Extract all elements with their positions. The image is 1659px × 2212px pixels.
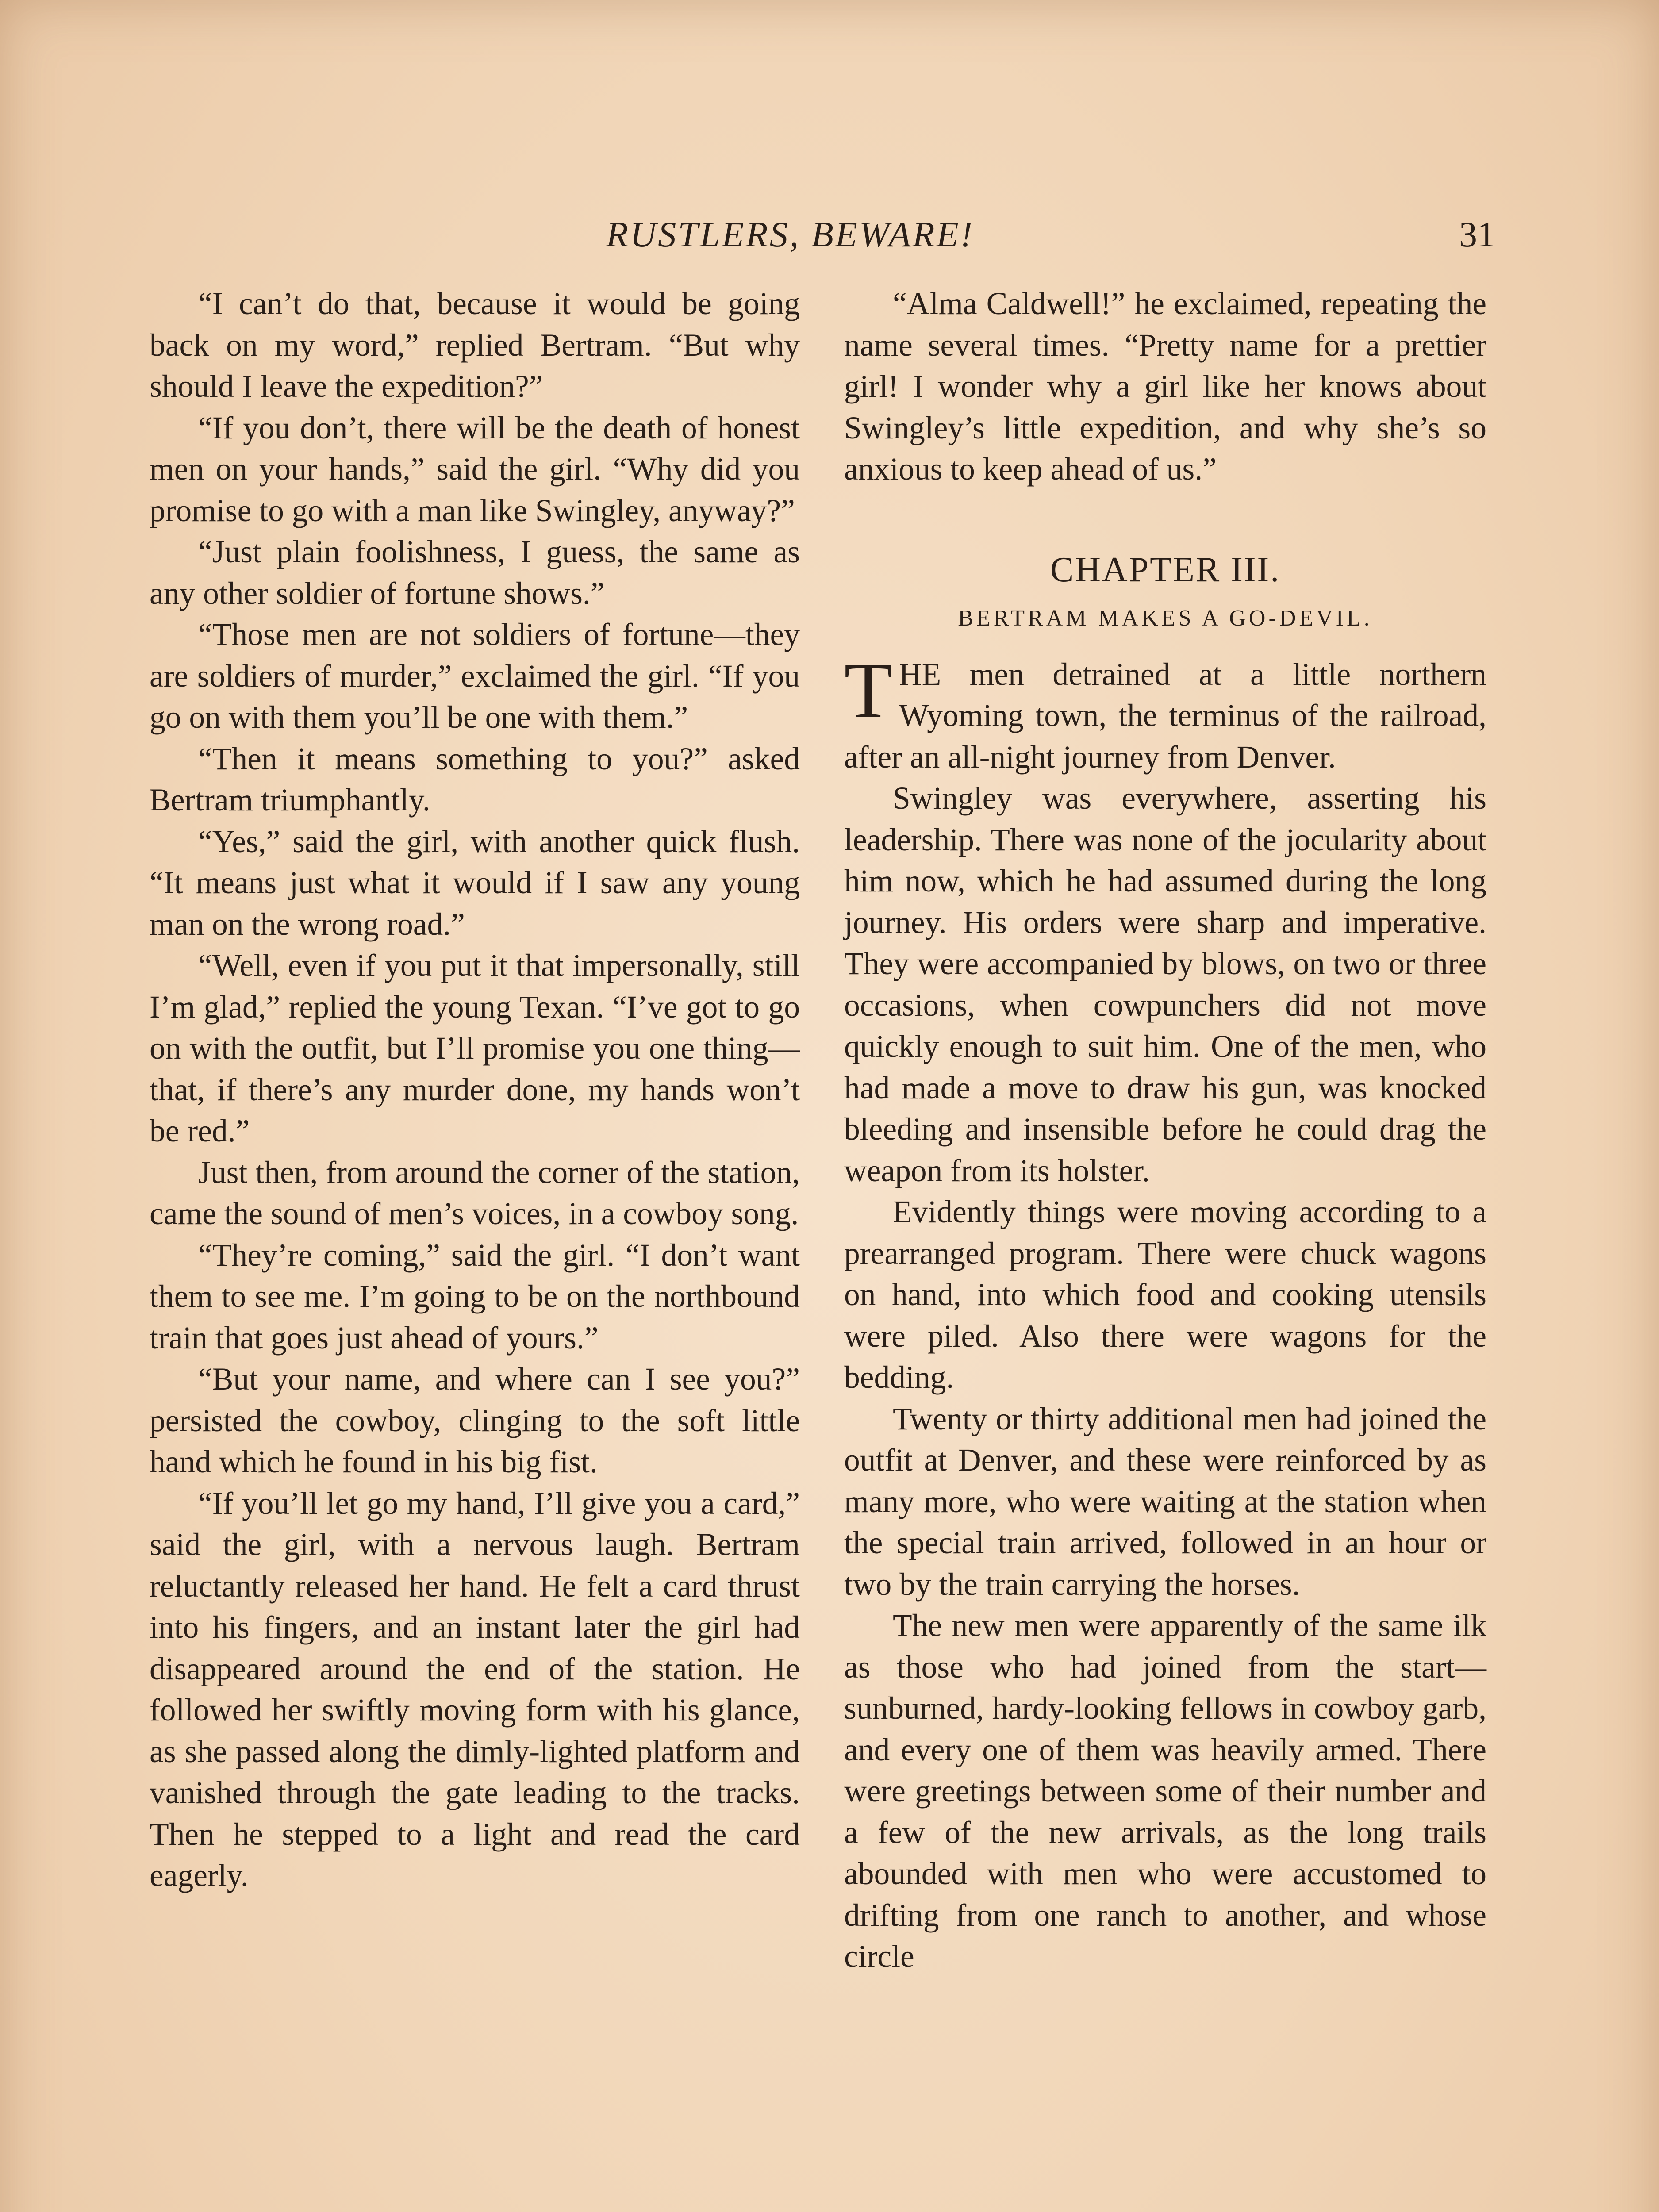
- paragraph: The new men were apparently of the same ilk as those who had joined from the start—sunburned, hardy-looking fellows in cowboy garb, and every one of them was heavily armed. There were greetings between some of their number and a few of the new arrivals, as the long trails abounded with men who were accustomed to drifting from one ranch to another, and whose circle: [844, 1608, 1486, 1974]
- page-header: [442, 208, 1495, 261]
- paragraph: Twenty or thirty additional men had joined the outfit at Denver, and these were reinforced by as many more, who were waiting at the station when the special train arrived, followed in an hour or two by the train carrying the horses.: [844, 1401, 1486, 1602]
- paragraph: “They’re coming,” said the girl. “I don’t want them to see me. I’m going to be on the northbound train that goes just ahead of yours.”: [150, 1237, 800, 1356]
- paragraph: “If you’ll let go my hand, I’ll give you a card,” said the girl, with a nervous laugh. Bertram reluctantly released her hand. He felt a card thrust into his fingers, and an instant later the girl had disappeared around the end of the station. He followed her swiftly moving form with his glance, as she passed along the dimly-lighted platform and vanished through the gate leading to the tracks. Then he stepped to a light and read the card eagerly.: [150, 1486, 800, 1893]
- paragraph: “Alma Caldwell!” he exclaimed, repeating the name several times. “Pretty name for a prettier girl! I wonder why a girl like her knows about Swingley’s little expedition, and why she’s so anxious to keep ahead of us.”: [844, 286, 1486, 487]
- paragraph: Evidently things were moving according to a prearranged program. There were chuck wagons on hand, into which food and cooking utensils were piled. Also there were wagons for the bedding.: [844, 1194, 1486, 1395]
- paragraph: “If you don’t, there will be the death of honest men on your hands,” said the girl. “Why did you promise to go with a man like Swingley, anyway?”: [150, 410, 800, 528]
- paragraph: “I can’t do that, because it would be going back on my word,” replied Bertram. “But why should I leave the expedition?”: [150, 286, 800, 404]
- paragraph: “Yes,” said the girl, with another quick flush. “It means just what it would if I saw any young man on the wrong road.”: [150, 824, 800, 942]
- opening-text: HE men detrained at a little northern Wyoming town, the terminus of the railroad, after an all-night journey from Denver.: [844, 657, 1486, 775]
- drop-cap: T: [844, 646, 893, 734]
- paragraph: “Well, even if you put it that impersonally, still I’m glad,” replied the young Texan. “I’ve got to go on with the outfit, but I’ll promise you one thing—that, if there’s any murder done, my hands won’t be red.”: [150, 948, 800, 1148]
- chapter-opening-paragraph: [844, 646, 1486, 778]
- paragraph: Swingley was everywhere, asserting his leadership. There was none of the jocularity about him now, which he had assumed during the long journey. His orders were sharp and imperative. They were accompanied by blows, on two or three occasions, when cowpunchers did not move quickly enough to suit him. One of the men, who had made a move to draw his gun, was knocked bleeding and insensible before he could drag the weapon from its holster.: [844, 781, 1486, 1188]
- paragraph: “But your name, and where can I see you?” persisted the cowboy, clinging to the soft little hand which he found in his big fist.: [150, 1362, 800, 1479]
- page-number: 31: [1459, 214, 1495, 254]
- chapter-subtitle: BERTRAM MAKES A GO-DEVIL.: [958, 605, 1373, 631]
- left-column: [150, 283, 800, 1897]
- paragraph: “Those men are not soldiers of fortune—they are soldiers of murder,” exclaimed the girl. “If you go on with them you’ll be one with them.”: [150, 617, 800, 735]
- paragraph: “Just plain foolishness, I guess, the same as any other soldier of fortune shows.”: [150, 534, 800, 611]
- running-title: RUSTLERS, BEWARE!: [606, 214, 975, 254]
- paragraph: Just then, from around the corner of the station, came the sound of men’s voices, in a cowboy song.: [150, 1155, 800, 1231]
- right-column: [844, 283, 1486, 1978]
- paragraph: “Then it means something to you?” asked Bertram triumphantly.: [150, 741, 800, 818]
- chapter-title: CHAPTER III.: [1050, 550, 1281, 589]
